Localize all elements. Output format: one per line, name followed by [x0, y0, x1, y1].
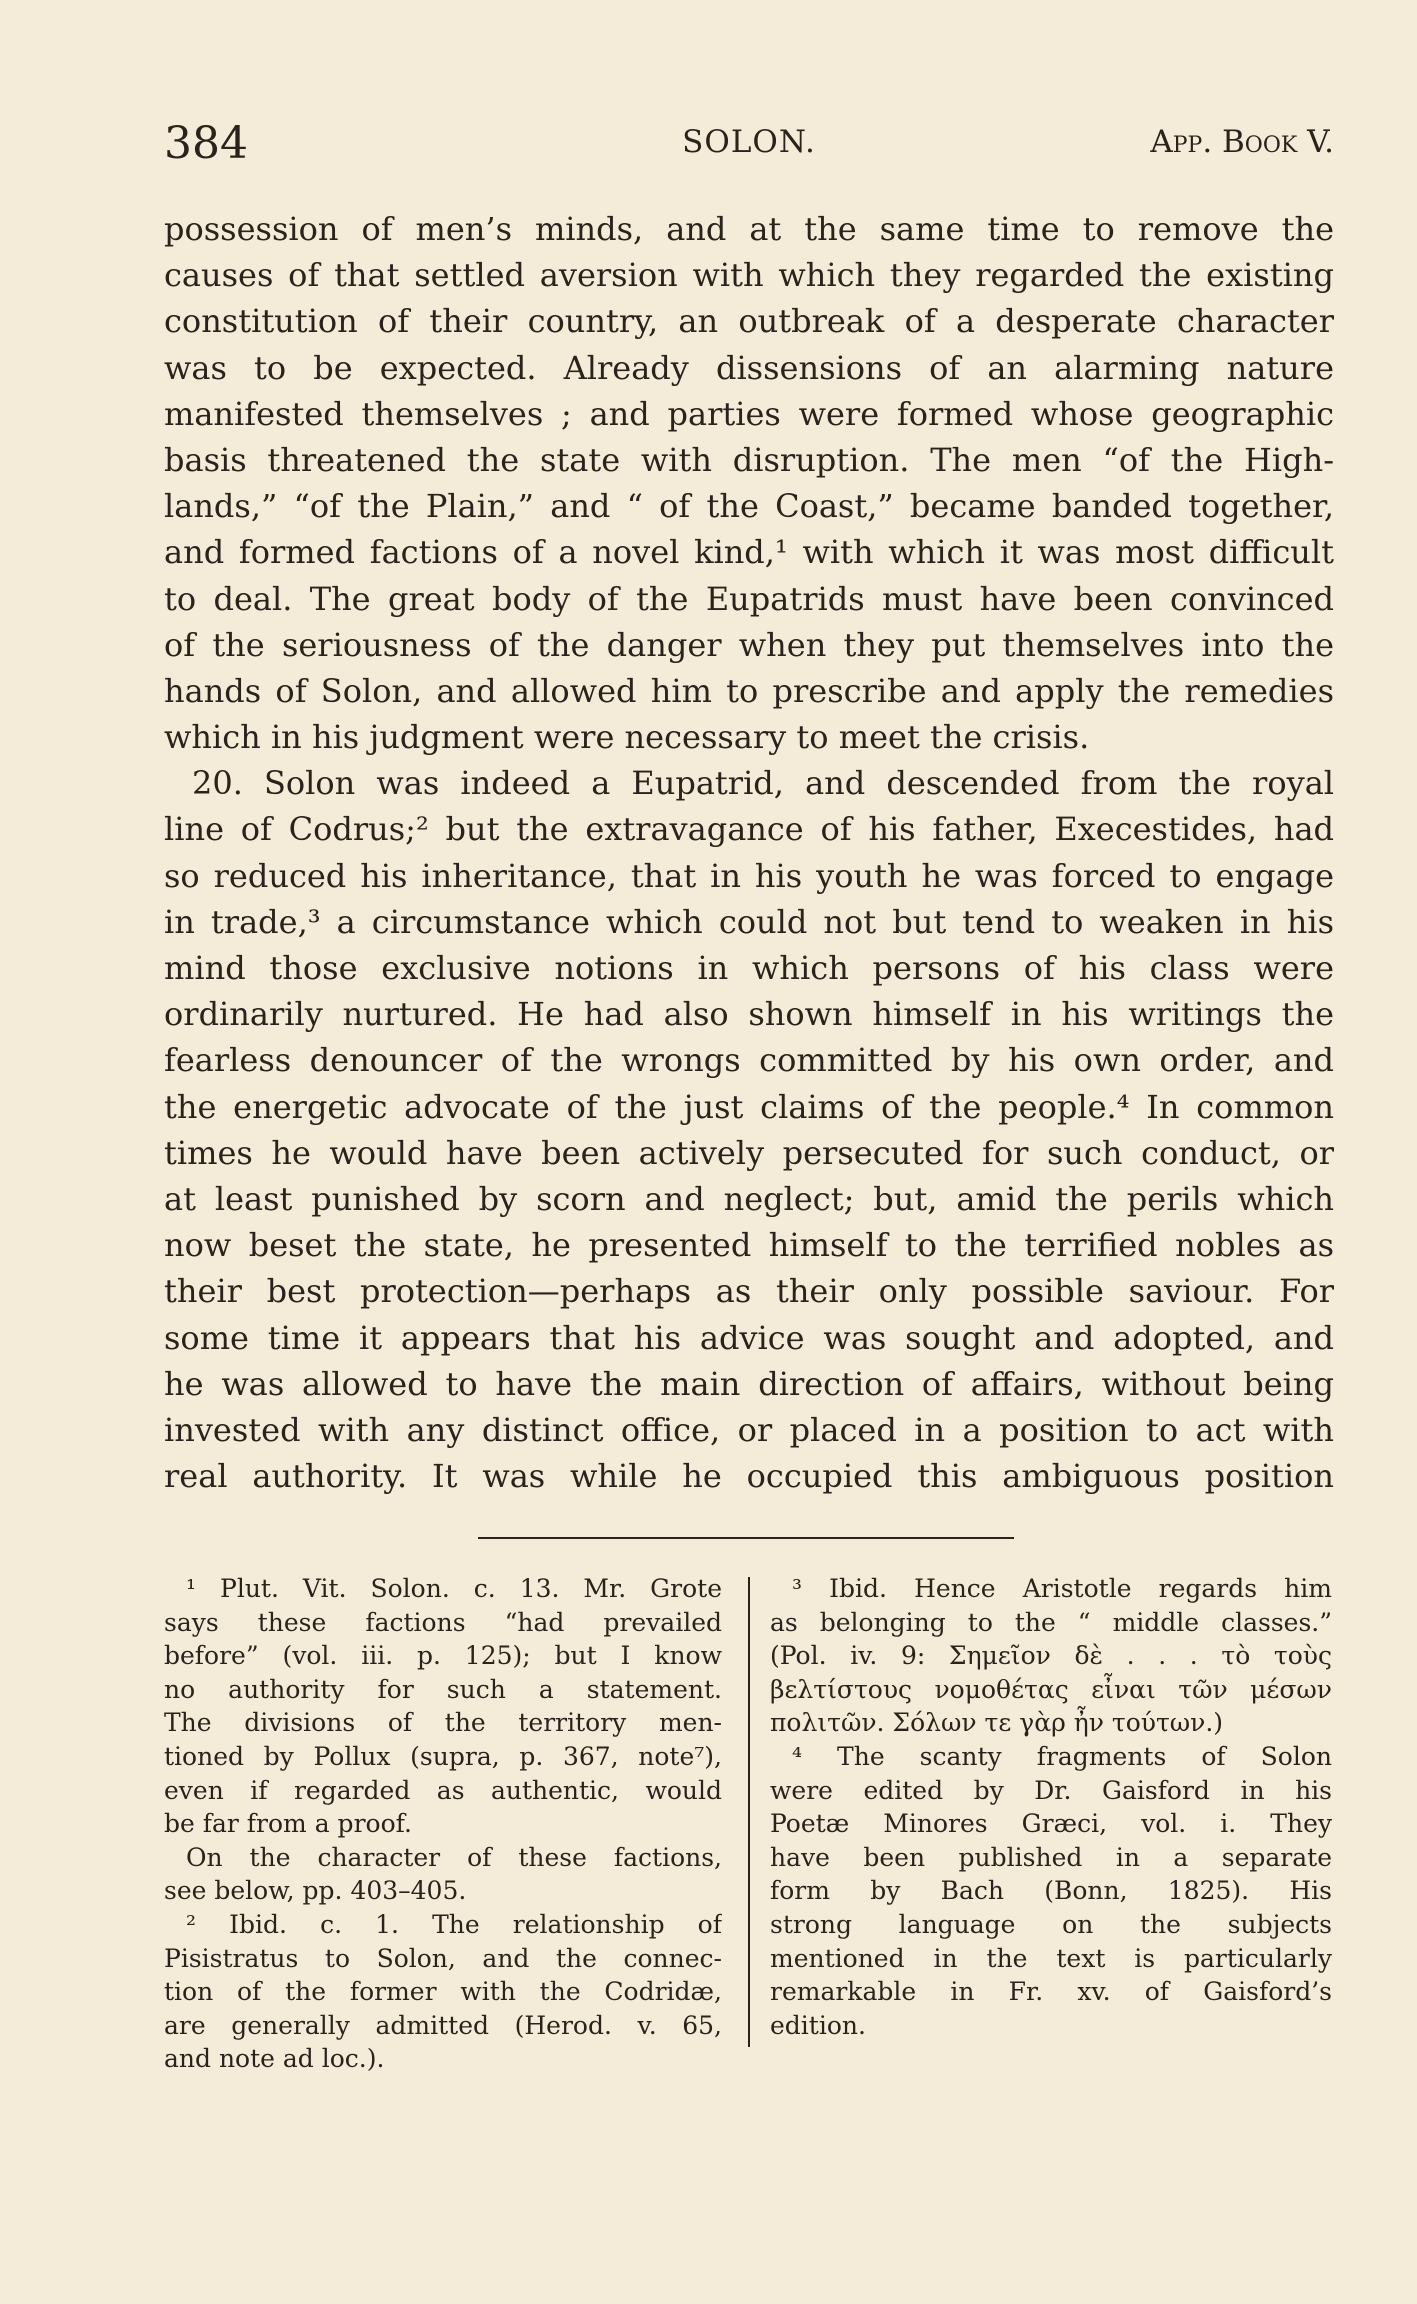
- footnote-line: and note ad loc.).: [164, 2044, 385, 2074]
- body-line: in trade,³ a circumstance which could not but tend to weaken in his: [164, 902, 1334, 941]
- body-text: [164, 206, 1334, 1499]
- footnote-line: before” (vol. iii. p. 125); but I know: [164, 1641, 722, 1671]
- footnote-line: are generally admitted (Herod. v. 65,: [164, 2010, 722, 2040]
- body-line: hands of Solon, and allowed him to prescribe and apply the remedies: [164, 671, 1334, 710]
- body-line: was to be expected. Already dissensions of an alarming nature: [164, 348, 1334, 387]
- body-line: manifested themselves ; and parties were formed whose geographic: [164, 394, 1334, 433]
- body-line: real authority. It was while he occupied this ambiguous position: [164, 1457, 1334, 1496]
- page-number: 384: [164, 118, 248, 169]
- footnote-line: tion of the former with the Codridæ,: [164, 1977, 722, 2007]
- footnote-line: mentioned in the text is particularly: [770, 1943, 1332, 1973]
- footnote-line: tioned by Pollux (supra, p. 367, note⁷),: [164, 1741, 722, 1771]
- footnote-line: be far from a proof.: [164, 1809, 412, 1839]
- body-line: at least punished by scorn and neglect; but, amid the perils which: [164, 1179, 1334, 1218]
- footnote-line: see below, pp. 403–405.: [164, 1876, 467, 1906]
- footnote-line: On the character of these factions,: [186, 1842, 722, 1872]
- footnote-line: The divisions of the territory men-: [164, 1708, 722, 1738]
- footnote-line: as belonging to the “ middle classes.”: [770, 1607, 1332, 1637]
- body-line: ordinarily nurtured. He had also shown himself in his writings the: [164, 995, 1334, 1034]
- footnote-line: πολιτῶν. Σόλων τε γὰρ ἦν τούτων.): [770, 1708, 1224, 1738]
- footnotes-right-column: [770, 1572, 1332, 2042]
- footnote-line: ⁴ The scanty fragments of Solon: [792, 1741, 1332, 1771]
- body-line: mind those exclusive notions in which persons of his class were: [164, 949, 1334, 987]
- body-line: so reduced his inheritance, that in his youth he was forced to engage: [164, 856, 1334, 895]
- body-line: the energetic advocate of the just claims of the people.⁴ In common: [164, 1087, 1334, 1126]
- body-line: line of Codrus;² but the extravagance of his father, Execestides, had: [164, 810, 1334, 849]
- footnote-line: edition.: [770, 2010, 866, 2040]
- body-line: possession of men’s minds, and at the same time to remove the: [164, 210, 1334, 248]
- footnotes-left-column: [164, 1572, 722, 2076]
- body-line: fearless denouncer of the wrongs committed by his own order, and: [164, 1041, 1334, 1080]
- footnote-line: strong language on the subjects: [770, 1909, 1332, 1939]
- body-line: 20. Solon was indeed a Eupatrid, and descended from the royal: [192, 764, 1334, 803]
- body-line: of the seriousness of the danger when they put themselves into the: [164, 625, 1334, 664]
- footnote-line: (Pol. iv. 9: Σημεῖον δὲ . . . τὸ τοὺς: [770, 1641, 1332, 1671]
- footnote-line: ¹ Plut. Vit. Solon. c. 13. Mr. Grote: [186, 1574, 722, 1603]
- footnote-column-divider: [748, 1577, 750, 2047]
- body-line: some time it appears that his advice was sought and adopted, and: [164, 1318, 1334, 1357]
- footnote-line: ³ Ibid. Hence Aristotle regards him: [792, 1574, 1332, 1603]
- body-line: times he would have been actively persecuted for such conduct, or: [164, 1133, 1334, 1172]
- footnote-line: ² Ibid. c. 1. The relationship of: [186, 1909, 722, 1939]
- footnote-line: Poetæ Minores Græci, vol. i. They: [770, 1809, 1332, 1839]
- body-line: and formed factions of a novel kind,¹ with which it was most difficult: [164, 533, 1334, 572]
- footnote-line: βελτίστους νομοθέτας εἶναι τῶν μέσων: [770, 1674, 1332, 1704]
- footnote-line: no authority for such a statement.: [164, 1674, 722, 1704]
- body-line: causes of that settled aversion with which they regarded the existing: [164, 256, 1334, 295]
- footnote-line: says these factions “had prevailed: [164, 1607, 722, 1637]
- body-line: lands,” “of the Plain,” and “ of the Coast,” became banded together,: [164, 487, 1334, 526]
- footnote-line: form by Bach (Bonn, 1825). His: [770, 1876, 1332, 1906]
- running-header: [164, 112, 1334, 172]
- footnote-line: remarkable in Fr. xv. of Gaisford’s: [770, 1977, 1332, 2007]
- body-line: now beset the state, he presented himself to the terrified nobles as: [164, 1226, 1334, 1265]
- footnote-rule: [478, 1537, 1014, 1539]
- body-line: their best protection—perhaps as their only possible saviour. For: [164, 1272, 1334, 1311]
- footnote-line: even if regarded as authentic, would: [164, 1775, 722, 1805]
- body-line: which in his judgment were necessary to meet the crisis.: [164, 718, 1090, 757]
- body-line: basis threatened the state with disruption. The men “of the High-: [164, 440, 1334, 479]
- body-line: constitution of their country, an outbreak of a desperate character: [164, 302, 1334, 341]
- section-label: App. Book V.: [1150, 124, 1334, 160]
- body-line: he was allowed to have the main direction of affairs, without being: [164, 1364, 1334, 1403]
- body-line: invested with any distinct office, or placed in a position to act with: [164, 1410, 1334, 1449]
- footnote-line: Pisistratus to Solon, and the connec-: [164, 1943, 722, 1973]
- running-title: SOLON.: [682, 124, 816, 160]
- footnote-line: were edited by Dr. Gaisford in his: [770, 1775, 1332, 1805]
- footnote-line: have been published in a separate: [770, 1842, 1332, 1872]
- body-line: to deal. The great body of the Eupatrids must have been convinced: [164, 579, 1334, 618]
